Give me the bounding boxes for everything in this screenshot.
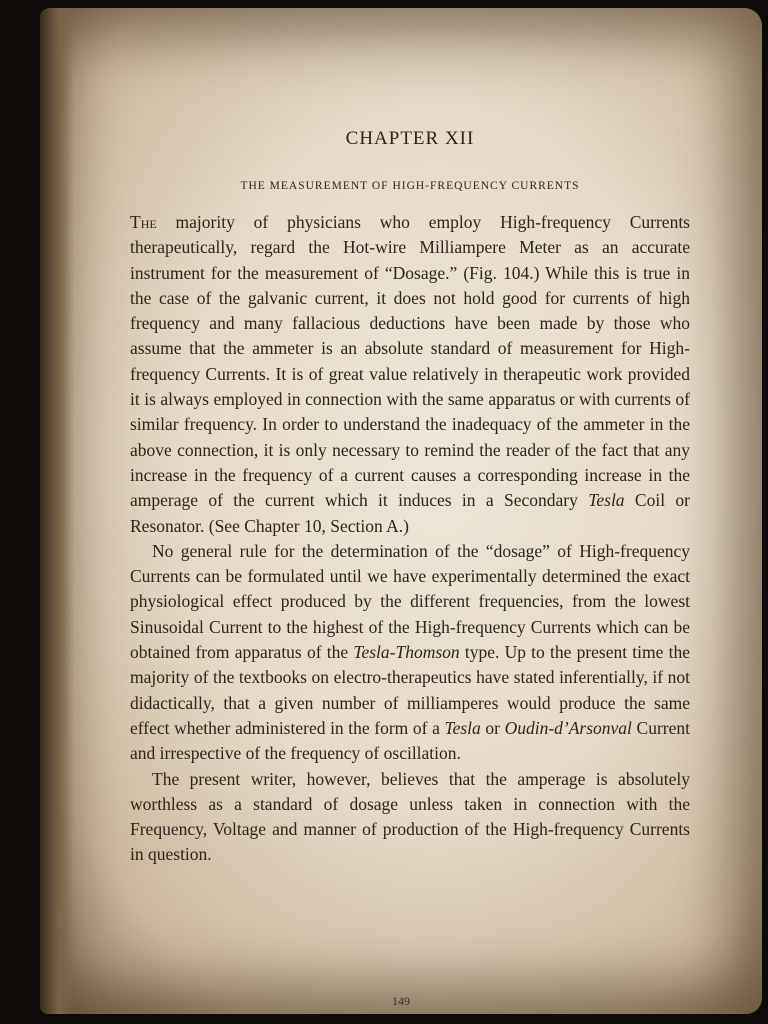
page-number: 149	[392, 994, 410, 1008]
chapter-heading: CHAPTER XII	[345, 128, 475, 149]
paragraph-2	[130, 539, 690, 767]
italic-run: Oudin-d’Arsonval	[504, 717, 632, 738]
text-run: Current and irrespective of the frequency of oscillation.	[130, 717, 690, 764]
italic-run: Tesla	[588, 490, 625, 511]
text-run: type. Up to the present time the majority of the textbooks on electro-therapeutics have stated inferentially, if not didactically, that a given number of milliamperes would produce the same effect whether administered in the form of a	[130, 642, 690, 738]
paragraph-3	[130, 767, 690, 868]
paragraph-1	[130, 210, 690, 539]
text-run: or	[480, 717, 505, 738]
chapter-subtitle: THE MEASUREMENT OF HIGH-FREQUENCY CURRENTS	[240, 180, 580, 192]
book-page	[40, 8, 762, 1014]
italic-run: Tesla	[444, 717, 481, 738]
book-spine-shadow	[40, 8, 74, 1014]
text-run: Coil or Resonator. (See Chapter 10, Section A.)	[130, 490, 690, 536]
text-run: No general rule for the determination of the “dosage” of High-frequency Currents can be formulated until we have experimentally determined the exact physiological effect produced by the different frequencies, from the lowest Sinusoidal Current to the highest of the High-frequency Currents which can be obtained from apparatus of the	[130, 540, 690, 663]
text-run: The present writer, however, believes that the amperage is absolutely worthless as a standard of dosage unless taken in connection with the Frequency, Voltage and manner of production of the High-frequency Currents in question.	[130, 768, 690, 865]
lead-word: The	[130, 212, 157, 232]
text-run: majority of physicians who employ High-frequency Currents therapeutically, regard the Hot-wire Milliampere Meter as an accurate instrument for the measurement of “Dosage.” (Fig. 104.) While this is true in the case of the galvanic current, it does not hold good for currents of high frequency and many fallacious deductions have been made by those who assume that the ammeter is an absolute standard of measurement for High-frequency Currents. It is of great value relatively in therapeutic work provided it is always employed in connection with the same apparatus or with currents of similar frequency. In order to understand the inadequacy of the ammeter in the above connection, it is only necessary to remind the reader of the fact that any increase in the frequency of a current causes a corresponding increase in the amperage of the current which it induces in a Secondary	[130, 212, 690, 511]
italic-run: Tesla-Thomson	[353, 642, 460, 663]
page-content	[130, 128, 690, 868]
